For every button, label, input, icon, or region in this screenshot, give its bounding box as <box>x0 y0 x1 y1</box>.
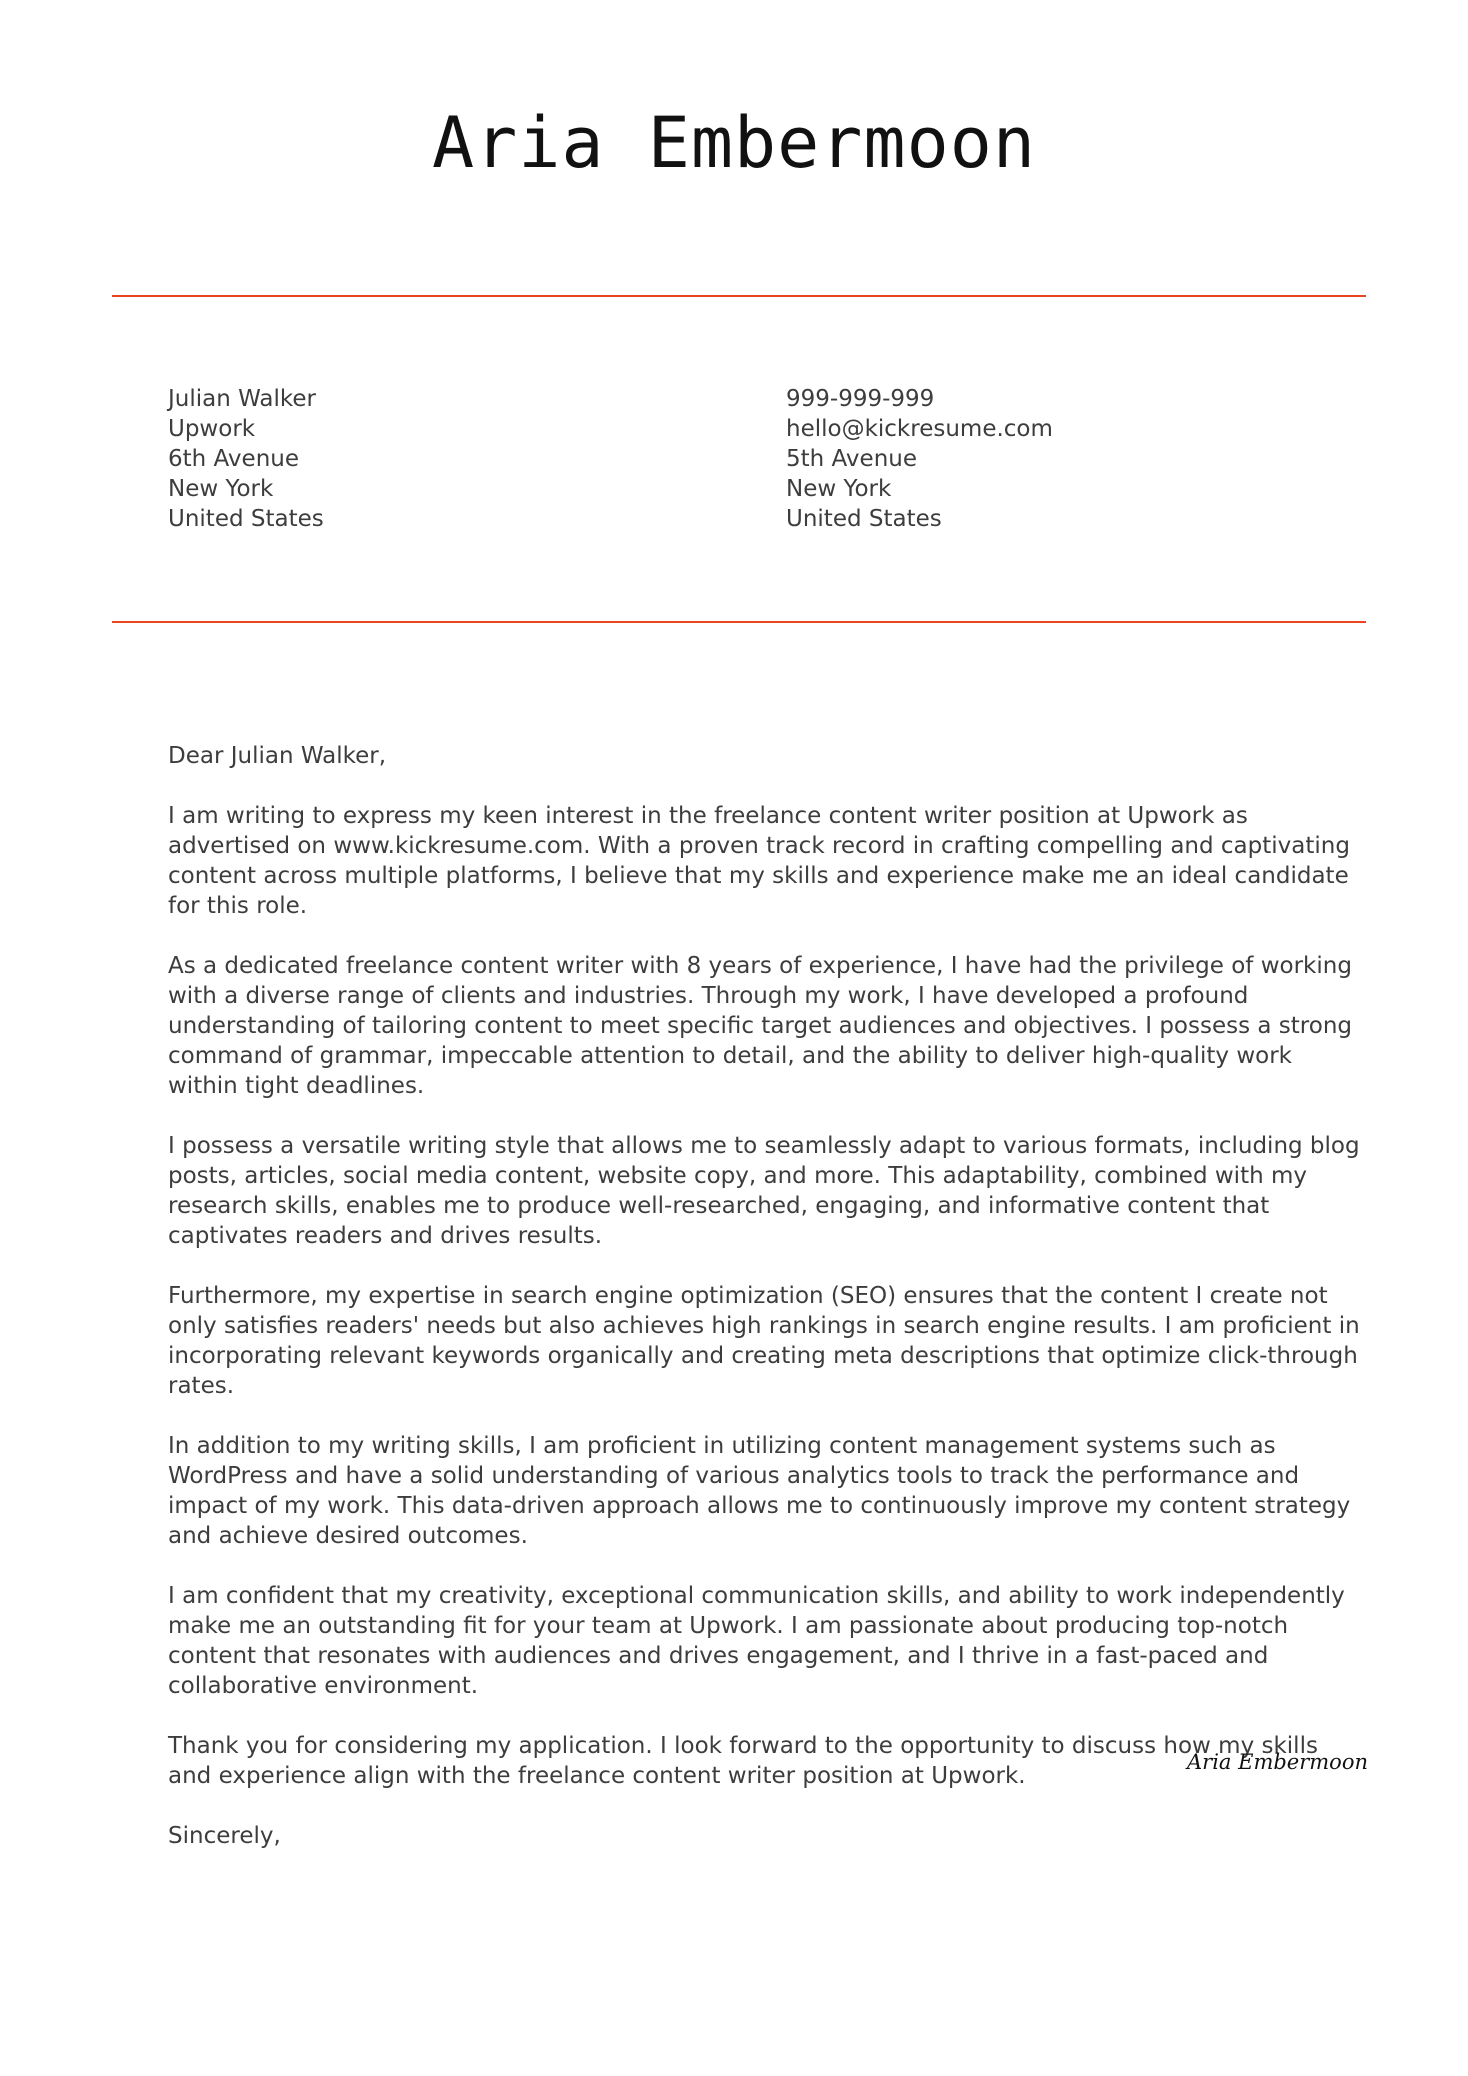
signature: Aria Embermoon <box>1187 1750 1368 1774</box>
letter-paragraph: As a dedicated freelance content writer with 8 years of experience, I have had the privilege of working with a diverse range of clients and industries. Through my work, I have developed a profound understanding of tailoring content to meet specific target audiences and objectives. I possess a strong command of grammar, impeccable attention to detail, and the ability to deliver high-quality work within tight deadlines. <box>168 953 1353 1099</box>
bottom-divider <box>112 621 1366 623</box>
recipient-city: New York <box>168 476 274 502</box>
letter-body <box>168 741 1368 1881</box>
letter-paragraph: In addition to my writing skills, I am proficient in utilizing content management systems such as WordPress and have a solid understanding of various analytics tools to track the performance and impact of my work. This data-driven approach allows me to continuously improve my content strategy and achieve desired outcomes. <box>168 1433 1351 1549</box>
letter-paragraph: I possess a versatile writing style that allows me to seamlessly adapt to various formats, including blog posts, articles, social media content, website copy, and more. This adaptability, combined with my research skills, enables me to produce well-researched, engaging, and informative content that captivates readers and drives results. <box>168 1133 1360 1249</box>
letter-paragraph: Thank you for considering my application. I look forward to the opportunity to discuss how my skills and experience align with the freelance content writer position at Upwork. <box>168 1733 1318 1789</box>
recipient-company: Upwork <box>168 416 256 442</box>
sender-phone: 999-999-999 <box>786 386 935 412</box>
closing: Sincerely, <box>168 1823 281 1849</box>
sender-city: New York <box>786 476 892 502</box>
recipient-address <box>168 384 324 534</box>
sender-email: hello@kickresume.com <box>786 416 1053 442</box>
letter-paragraph: I am writing to express my keen interest in the freelance content writer position at Upwork as advertised on www.kickresume.com. With a proven track record in crafting compelling and captivating content across multiple platforms, I believe that my skills and experience make me an ideal candidate for this role. <box>168 803 1350 919</box>
sender-country: United States <box>786 506 942 532</box>
letter-paragraph: Furthermore, my expertise in search engine optimization (SEO) ensures that the content I create not only satisfies readers' needs but also achieves high rankings in search engine results. I am proficient in incorporating relevant keywords organically and creating meta descriptions that optimize click-through rates. <box>168 1283 1360 1399</box>
salutation: Dear Julian Walker, <box>168 743 387 769</box>
recipient-street: 6th Avenue <box>168 446 299 472</box>
sender-street: 5th Avenue <box>786 446 917 472</box>
letter-paragraph: I am confident that my creativity, exceptional communication skills, and ability to work independently make me an outstanding fit for your team at Upwork. I am passionate about producing top-notch content that resonates with audiences and drives engagement, and I thrive in a fast-paced and collaborative environment. <box>168 1583 1345 1699</box>
recipient-country: United States <box>168 506 324 532</box>
top-divider <box>112 295 1366 297</box>
applicant-name-heading: Aria Embermoon <box>431 102 1036 184</box>
recipient-name: Julian Walker <box>168 386 316 412</box>
sender-contact <box>786 384 1053 534</box>
